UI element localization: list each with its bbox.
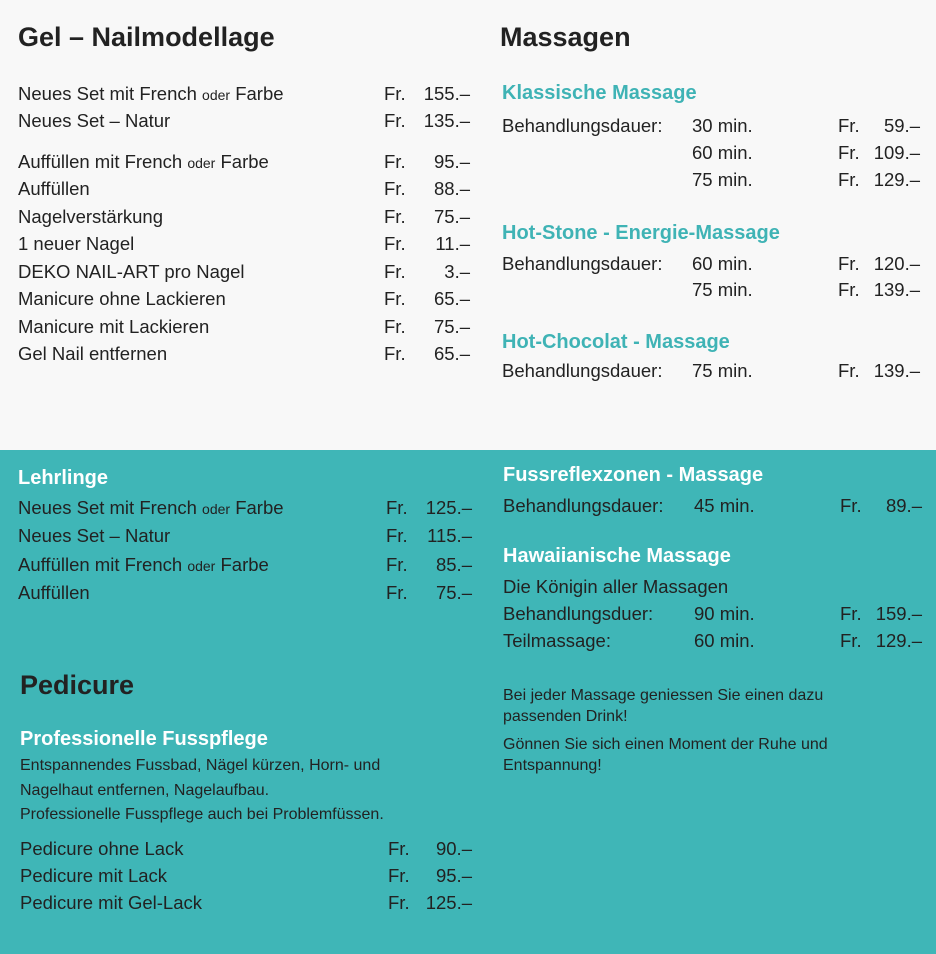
price: 90.– bbox=[435, 838, 472, 859]
item-small: oder bbox=[202, 501, 231, 517]
price-item bbox=[18, 148, 269, 175]
item-name: Pedicure mit Lack bbox=[20, 865, 168, 886]
price: 95.– bbox=[433, 151, 470, 172]
price-item bbox=[18, 203, 163, 230]
klassische-massage-heading: Klassische Massage bbox=[502, 82, 697, 104]
item-name: Manicure mit Lackieren bbox=[18, 316, 210, 337]
currency: Fr. bbox=[384, 178, 406, 199]
item-name: Manicure ohne Lackieren bbox=[18, 288, 226, 309]
duration-label: Behandlungsdauer: bbox=[502, 253, 663, 274]
duration: 75 min. bbox=[692, 279, 753, 300]
item-name: Gel Nail entfernen bbox=[18, 343, 168, 364]
price-item bbox=[18, 285, 226, 312]
price: 75.– bbox=[433, 206, 470, 227]
pedicure-description: Entspannendes Fussbad, Nägel kürzen, Horn- und bbox=[20, 757, 381, 774]
item-name-suffix: Farbe bbox=[230, 497, 284, 518]
price: 139.– bbox=[873, 279, 920, 300]
currency: Fr. bbox=[386, 525, 408, 546]
price: 159.– bbox=[875, 603, 922, 624]
price: 120.– bbox=[873, 253, 920, 274]
pedicure-description: Professionelle Fusspflege auch bei Problemfüssen. bbox=[20, 806, 384, 823]
rest-note: Gönnen Sie sich einen Moment der Ruhe und bbox=[503, 736, 828, 753]
price-item bbox=[18, 579, 90, 606]
duration: 45 min. bbox=[694, 495, 755, 516]
item-name: Nagelverstärkung bbox=[18, 206, 163, 227]
currency: Fr. bbox=[384, 206, 406, 227]
item-name: 1 neuer Nagel bbox=[18, 233, 135, 254]
price-item bbox=[18, 551, 269, 578]
hot-chocolat-heading: Hot-Chocolat - Massage bbox=[502, 331, 730, 353]
price: 65.– bbox=[433, 288, 470, 309]
currency: Fr. bbox=[838, 115, 860, 136]
currency: Fr. bbox=[384, 261, 406, 282]
currency: Fr. bbox=[840, 495, 862, 516]
item-name: Neues Set – Natur bbox=[18, 525, 171, 546]
price: 135.– bbox=[423, 110, 470, 131]
item-name: Auffüllen bbox=[18, 582, 90, 603]
price: 3.– bbox=[444, 261, 470, 282]
item-name: Auffüllen bbox=[18, 178, 90, 199]
fussreflex-heading: Fussreflexzonen - Massage bbox=[503, 464, 764, 486]
price-item bbox=[18, 80, 284, 107]
currency: Fr. bbox=[384, 343, 406, 364]
item-name-suffix: Farbe bbox=[230, 83, 284, 104]
currency: Fr. bbox=[838, 279, 860, 300]
hot-stone-heading: Hot-Stone - Energie-Massage bbox=[502, 222, 780, 244]
item-small: oder bbox=[187, 155, 216, 171]
currency: Fr. bbox=[384, 83, 406, 104]
item-name: Neues Set – Natur bbox=[18, 110, 171, 131]
duration: 60 min. bbox=[692, 253, 753, 274]
item-name: Auffüllen mit French bbox=[18, 554, 188, 575]
currency: Fr. bbox=[384, 110, 406, 131]
currency: Fr. bbox=[386, 582, 408, 603]
currency: Fr. bbox=[384, 288, 406, 309]
item-name-suffix: Farbe bbox=[215, 151, 269, 172]
item-name: DEKO NAIL-ART pro Nagel bbox=[18, 261, 245, 282]
price: 95.– bbox=[435, 865, 472, 886]
price-item bbox=[18, 175, 90, 202]
tagline: Die Königin aller Massagen bbox=[503, 576, 729, 597]
price: 88.– bbox=[433, 178, 470, 199]
price-item bbox=[18, 340, 167, 367]
duration: 75 min. bbox=[692, 360, 753, 381]
currency: Fr. bbox=[838, 360, 860, 381]
duration-label: Teilmassage: bbox=[503, 630, 611, 651]
duration: 90 min. bbox=[694, 603, 755, 624]
price: 59.– bbox=[883, 115, 920, 136]
duration: 60 min. bbox=[694, 630, 755, 651]
price: 109.– bbox=[873, 142, 920, 163]
price: 155.– bbox=[423, 83, 470, 104]
currency: Fr. bbox=[384, 151, 406, 172]
price: 115.– bbox=[427, 525, 472, 546]
item-name-suffix: Farbe bbox=[215, 554, 269, 575]
rest-note: Entspannung! bbox=[503, 757, 602, 774]
price: 11.– bbox=[435, 233, 470, 254]
currency: Fr. bbox=[838, 169, 860, 190]
item-name: Neues Set mit French bbox=[18, 497, 203, 518]
item-name: Pedicure mit Gel-Lack bbox=[20, 892, 202, 913]
drink-note: passenden Drink! bbox=[503, 708, 628, 725]
currency: Fr. bbox=[386, 554, 408, 575]
price: 75.– bbox=[435, 582, 472, 603]
price: 125.– bbox=[425, 892, 472, 913]
price-item bbox=[18, 107, 170, 134]
duration: 60 min. bbox=[692, 142, 753, 163]
price-item bbox=[18, 522, 170, 549]
item-small: oder bbox=[202, 87, 231, 103]
duration-label: Behandlungsdauer: bbox=[502, 115, 663, 136]
gel-nail-title: Gel – Nailmodellage bbox=[18, 22, 275, 52]
item-name: Pedicure ohne Lack bbox=[20, 838, 184, 859]
price-item bbox=[18, 313, 209, 340]
price-item bbox=[18, 494, 284, 521]
duration: 30 min. bbox=[692, 115, 753, 136]
price: 85.– bbox=[435, 554, 472, 575]
massagen-title: Massagen bbox=[500, 22, 631, 52]
duration-label: Behandlungsduer: bbox=[503, 603, 654, 624]
price: 125.– bbox=[425, 497, 472, 518]
pedicure-description: Nagelhaut entfernen, Nagelaufbau. bbox=[20, 782, 270, 799]
item-small: oder bbox=[187, 558, 216, 574]
duration: 75 min. bbox=[692, 169, 753, 190]
pedicure-title: Pedicure bbox=[20, 670, 135, 700]
currency: Fr. bbox=[384, 233, 406, 254]
hawaiianische-heading: Hawaiianische Massage bbox=[503, 545, 731, 567]
currency: Fr. bbox=[840, 630, 862, 651]
currency: Fr. bbox=[838, 142, 860, 163]
currency: Fr. bbox=[840, 603, 862, 624]
price: 65.– bbox=[433, 343, 470, 364]
price: 129.– bbox=[875, 630, 922, 651]
lehrlinge-heading: Lehrlinge bbox=[18, 467, 109, 489]
price-item bbox=[18, 258, 245, 285]
currency: Fr. bbox=[838, 253, 860, 274]
currency: Fr. bbox=[388, 838, 410, 859]
currency: Fr. bbox=[384, 316, 406, 337]
price: 75.– bbox=[433, 316, 470, 337]
currency: Fr. bbox=[388, 892, 410, 913]
fusspflege-heading: Professionelle Fusspflege bbox=[20, 728, 268, 750]
price: 139.– bbox=[873, 360, 920, 381]
price: 89.– bbox=[885, 495, 922, 516]
currency: Fr. bbox=[386, 497, 408, 518]
price: 129.– bbox=[873, 169, 920, 190]
duration-label: Behandlungsdauer: bbox=[502, 360, 663, 381]
duration-label: Behandlungsdauer: bbox=[503, 495, 664, 516]
currency: Fr. bbox=[388, 865, 410, 886]
item-name: Auffüllen mit French bbox=[18, 151, 188, 172]
drink-note: Bei jeder Massage geniessen Sie einen dazu bbox=[503, 687, 824, 704]
item-name: Neues Set mit French bbox=[18, 83, 203, 104]
price-item bbox=[18, 230, 134, 257]
